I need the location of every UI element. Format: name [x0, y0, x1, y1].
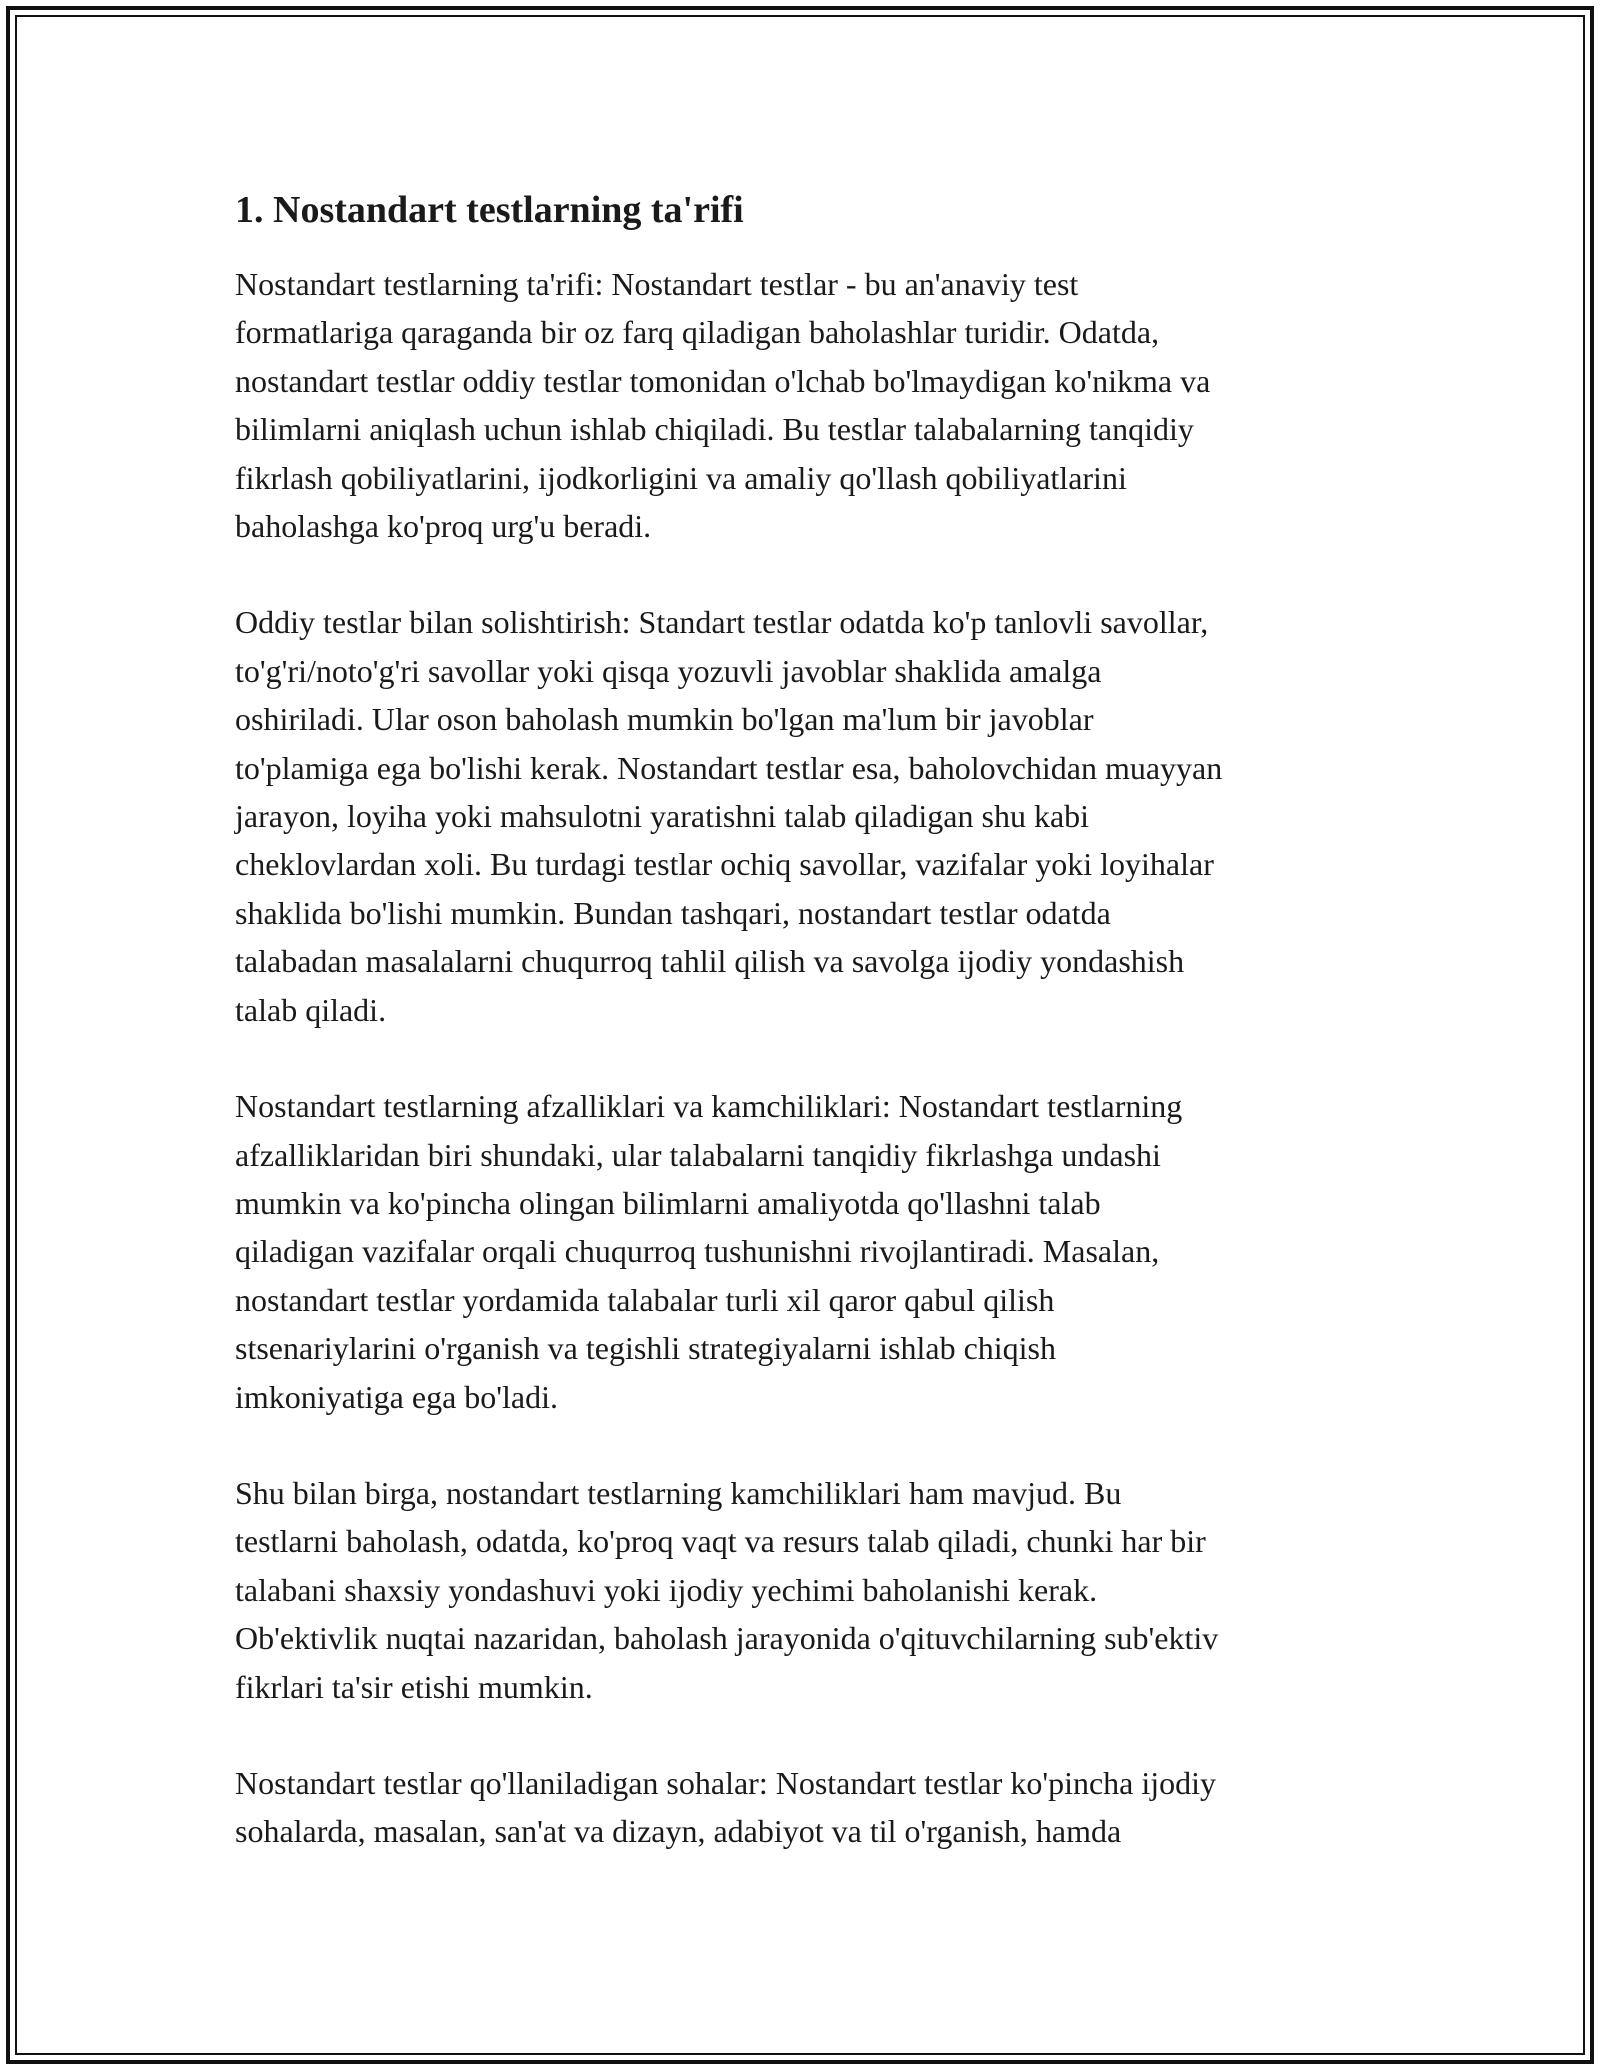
text-line: shaklida bo'lishi mumkin. Bundan tashqari, nostandart testlar odatda [235, 894, 1111, 931]
text-line: fikrlari ta'sir etishi mumkin. [235, 1668, 593, 1705]
text-line: Nostandart testlar qo'llaniladigan sohalar: Nostandart testlar ko'pincha ijodiy [235, 1764, 1217, 1801]
text-line: fikrlash qobiliyatlarini, ijodkorligini va amaliy qo'llash qobiliyatlarini [235, 459, 1127, 496]
text-line: qiladigan vazifalar orqali chuqurroq tushunishni rivojlantiradi. Masalan, [235, 1233, 1160, 1270]
text-line: Ob'ektivlik nuqtai nazaridan, baholash jarayonida o'qituvchilarning sub'ektiv [235, 1620, 1219, 1657]
text-line: talabani shaxsiy yondashuvi yoki ijodiy yechimi baholanishi kerak. [235, 1571, 1098, 1608]
text-line: baholashga ko'proq urg'u beradi. [235, 508, 652, 545]
text-line: bilimlarni aniqlash uchun ishlab chiqiladi. Bu testlar talabalarning tanqidiy [235, 411, 1194, 448]
paragraph-disadvantages [235, 1469, 1375, 1711]
document-body [235, 186, 1375, 1904]
text-line: to'plamiga ega bo'lishi kerak. Nostandart testlar esa, baholovchidan muayyan [235, 749, 1223, 786]
text-line: Nostandart testlarning ta'rifi: Nostandart testlar - bu an'anaviy test [235, 266, 1079, 302]
text-line: Nostandart testlarning afzalliklari va kamchiliklari: Nostandart testlarning [235, 1088, 1183, 1125]
text-line: nostandart testlar yordamida talabalar turli xil qaror qabul qilish [235, 1281, 1055, 1318]
text-line: mumkin va ko'pincha olingan bilimlarni amaliyotda qo'llashni talab [235, 1184, 1101, 1221]
text-line: stsenariylarini o'rganish va tegishli strategiyalarni ishlab chiqish [235, 1330, 1056, 1367]
text-line: talab qiladi. [235, 991, 387, 1028]
text-line: Shu bilan birga, nostandart testlarning kamchiliklari ham mavjud. Bu [235, 1474, 1122, 1511]
text-line: nostandart testlar oddiy testlar tomonidan o'lchab bo'lmaydigan ko'nikma va [235, 362, 1211, 399]
text-line: cheklovlardan xoli. Bu turdagi testlar ochiq savollar, vazifalar yoki loyihalar [235, 846, 1214, 883]
text-line: jarayon, loyiha yoki mahsulotni yaratishni talab qiladigan shu kabi [235, 798, 1090, 835]
text-line: Oddiy testlar bilan solishtirish: Standart testlar odatda ko'p tanlovli savollar, [235, 604, 1209, 641]
paragraph-comparison [235, 598, 1375, 1034]
paragraph-definition [235, 260, 1375, 550]
paragraph-advantages [235, 1082, 1375, 1421]
text-line: sohalarda, masalan, san'at va dizayn, adabiyot va til o'rganish, hamda [235, 1813, 1122, 1850]
section-heading: 1. Nostandart testlarning ta'rifi [235, 189, 744, 231]
text-line: talabadan masalalarni chuqurroq tahlil qilish va savolga ijodiy yondashish [235, 943, 1185, 980]
text-line: testlarni baholash, odatda, ko'proq vaqt va resurs talab qiladi, chunki har bir [235, 1523, 1206, 1560]
text-line: imkoniyatiga ega bo'ladi. [235, 1378, 559, 1415]
text-line: oshiriladi. Ular oson baholash mumkin bo'lgan ma'lum bir javoblar [235, 701, 1094, 738]
text-line: formatlariga qaraganda bir oz farq qiladigan baholashlar turidir. Odatda, [235, 314, 1160, 351]
paragraph-application-areas [235, 1759, 1375, 1856]
text-line: afzalliklaridan biri shundaki, ular talabalarni tanqidiy fikrlashga undashi [235, 1136, 1161, 1173]
text-line: to'g'ri/noto'g'ri savollar yoki qisqa yozuvli javoblar shaklida amalga [235, 652, 1102, 689]
